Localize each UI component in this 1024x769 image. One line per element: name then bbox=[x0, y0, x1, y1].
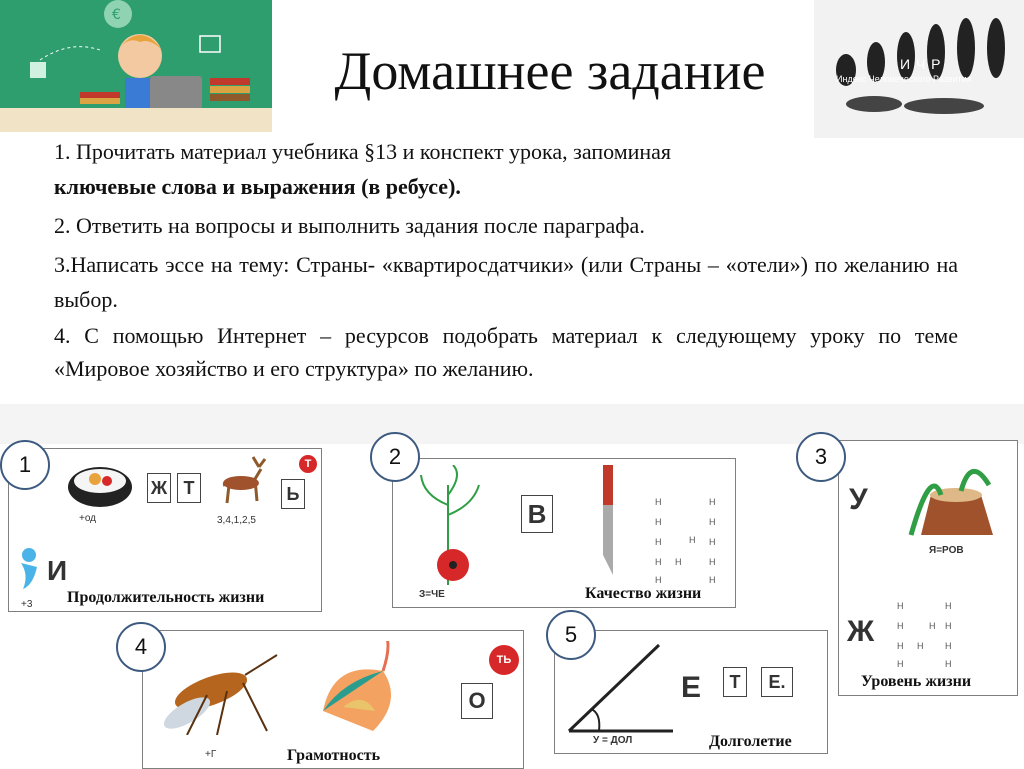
divider-band bbox=[0, 404, 1024, 444]
svg-text:H: H bbox=[675, 557, 682, 567]
svg-text:H: H bbox=[897, 641, 904, 651]
stump-icon bbox=[901, 455, 1007, 541]
card-1-tile-2: Т bbox=[177, 473, 201, 503]
card-3-letter-a: У bbox=[849, 483, 868, 516]
svg-text:H: H bbox=[655, 575, 662, 585]
svg-text:H: H bbox=[917, 641, 924, 651]
card-5-tile-1: Т bbox=[723, 667, 747, 697]
card-3-h-letters bbox=[897, 599, 967, 672]
rebus-card-1 bbox=[8, 448, 322, 612]
svg-text:H: H bbox=[709, 517, 716, 527]
svg-text:H: H bbox=[945, 659, 952, 669]
card-2-caption-a: З=ЧЕ bbox=[419, 589, 445, 600]
svg-text:H: H bbox=[897, 621, 904, 631]
svg-text:H: H bbox=[709, 575, 716, 585]
rebus-card-2 bbox=[392, 458, 736, 608]
svg-text:H: H bbox=[655, 497, 662, 507]
svg-text:H: H bbox=[709, 557, 716, 567]
task-1 bbox=[54, 134, 958, 204]
card-4-badge: ТЬ bbox=[489, 645, 519, 675]
task-2: 2. Ответить на вопросы и выполнить задания после параграфа. bbox=[54, 213, 645, 238]
rebus-card-3 bbox=[838, 440, 1018, 696]
task-1-bold: ключевые слова и выражения (в ребусе). bbox=[54, 174, 461, 199]
card-1-tile-1: Ж bbox=[147, 473, 171, 503]
task-3: 3.Написать эссе на тему: Страны- «квартиросдатчики» (или Страны – «отели») по желанию на выбор. bbox=[54, 252, 958, 312]
knife-icon bbox=[593, 465, 623, 585]
svg-text:H: H bbox=[945, 601, 952, 611]
sushi-icon bbox=[65, 459, 135, 509]
card-2-h-letters bbox=[655, 495, 725, 586]
card-5-letter: Е bbox=[681, 671, 702, 704]
card-3-label: Уровень жизни bbox=[861, 673, 972, 690]
card-3-letter-b: Ж bbox=[847, 615, 875, 648]
card-4-label: Грамотность bbox=[287, 747, 381, 764]
svg-text:H: H bbox=[929, 621, 936, 631]
rebus-card-5 bbox=[554, 630, 828, 754]
svg-text:H: H bbox=[655, 557, 662, 567]
svg-text:H: H bbox=[709, 497, 716, 507]
card-3-number: 3 bbox=[796, 432, 846, 482]
svg-text:H: H bbox=[897, 659, 904, 669]
card-5-tile-2: Е. bbox=[761, 667, 793, 697]
umbrella-icon bbox=[313, 641, 423, 741]
card-5-number: 5 bbox=[546, 610, 596, 660]
svg-text:H: H bbox=[689, 535, 696, 545]
card-1-caption-c: +3 bbox=[21, 599, 33, 610]
card-1-letter: И bbox=[47, 555, 68, 586]
card-1-badge: Т bbox=[299, 455, 317, 473]
logo-subtitle: Индекс Человеческого Развития bbox=[836, 74, 972, 84]
deer-icon bbox=[215, 455, 269, 505]
page-title: Домашнее задание bbox=[334, 41, 766, 101]
student-illustration bbox=[0, 0, 272, 132]
homework-list bbox=[54, 134, 958, 385]
rebus-card-4 bbox=[142, 630, 524, 769]
card-2-tile: В bbox=[521, 495, 553, 533]
card-4-caption-a: +Г bbox=[205, 749, 217, 760]
mosquito-icon bbox=[147, 635, 283, 735]
svg-text:H: H bbox=[655, 517, 662, 527]
svg-text:H: H bbox=[655, 537, 662, 547]
card-1-label: Продолжительность жизни bbox=[67, 589, 265, 606]
card-4-tile: О bbox=[461, 683, 493, 719]
svg-text:H: H bbox=[897, 601, 904, 611]
poppy-icon bbox=[413, 465, 483, 585]
card-1-number: 1 bbox=[0, 440, 50, 490]
card-5-label: Долголетие bbox=[709, 733, 792, 750]
card-1-caption-a: +од bbox=[79, 513, 97, 524]
card-4-number: 4 bbox=[116, 622, 166, 672]
card-2-number: 2 bbox=[370, 432, 420, 482]
card-5-caption-a: У = ДОЛ bbox=[593, 735, 633, 746]
svg-text:H: H bbox=[945, 621, 952, 631]
human-development-logo bbox=[814, 0, 1024, 138]
card-1-tile-3: Ь bbox=[281, 479, 305, 509]
card-3-caption-a: Я=РОВ bbox=[929, 545, 964, 556]
task-4: 4. С помощью Интернет – ресурсов подобрать материал к следующему уроку по теме «Мировое хозяйство и его структура» по желанию. bbox=[54, 323, 958, 381]
card-1-caption-b: 3,4,1,2,5 bbox=[217, 515, 256, 526]
task-1-text: 1. Прочитать материал учебника §13 и конспект урока, запоминая bbox=[54, 139, 672, 164]
logo-text: И Ч Р bbox=[900, 56, 942, 72]
card-2-label: Качество жизни bbox=[585, 585, 702, 602]
svg-text:H: H bbox=[709, 537, 716, 547]
genie-icon bbox=[15, 545, 43, 595]
svg-text:€: € bbox=[112, 7, 121, 23]
svg-text:H: H bbox=[945, 641, 952, 651]
